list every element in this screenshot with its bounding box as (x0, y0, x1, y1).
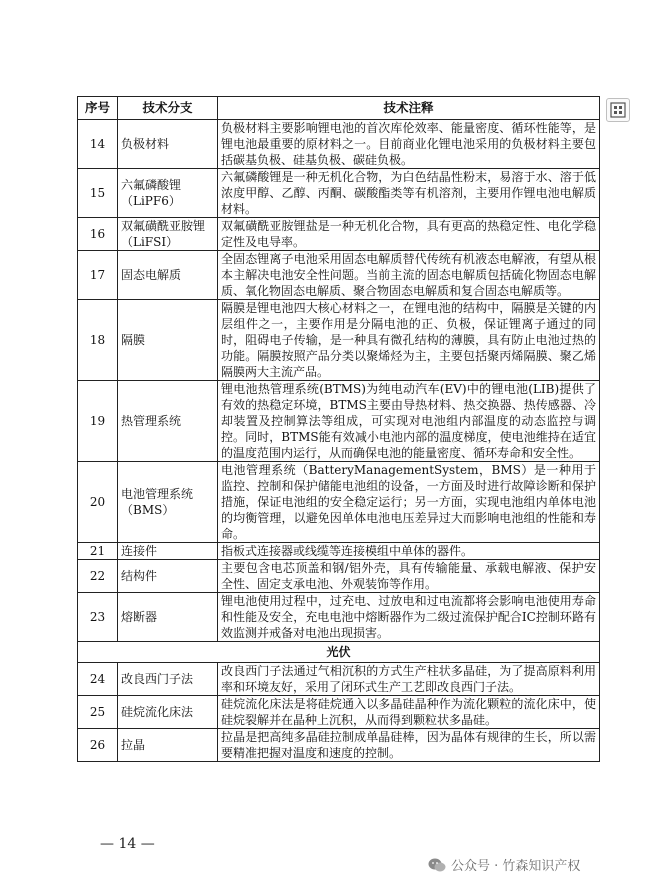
row-number: 22 (78, 560, 118, 593)
table-row (78, 560, 600, 593)
row-term: 拉晶 (118, 729, 218, 762)
table-row (78, 300, 600, 381)
row-description: 双氟磺酰亚胺锂盐是一种无机化合物，具有更高的热稳定性、电化学稳定性及电导率。 (218, 218, 600, 251)
scan-icon[interactable] (606, 98, 630, 122)
section-title: 光伏 (78, 642, 600, 663)
table-row (78, 543, 600, 560)
row-number: 18 (78, 300, 118, 381)
row-number: 14 (78, 120, 118, 169)
row-description: 指板式连接器或线缆等连接模组中单体的器件。 (218, 543, 600, 560)
table-row (78, 593, 600, 642)
table-row (78, 120, 600, 169)
row-term: 热管理系统 (118, 381, 218, 462)
table-row (78, 663, 600, 696)
row-description: 硅烷流化床法是将硅烷通入以多晶硅晶种作为流化颗粒的流化床中，使硅烷裂解并在晶种上沉积，从而得到颗粒状多晶硅。 (218, 696, 600, 729)
table-row (78, 251, 600, 300)
row-term: 熔断器 (118, 593, 218, 642)
header-term: 技术分支 (118, 97, 218, 120)
header-desc: 技术注释 (218, 97, 600, 120)
row-term: 隔膜 (118, 300, 218, 381)
row-description: 六氟磷酸锂是一种无机化合物，为白色结晶性粉末，易溶于水、溶于低浓度甲醇、乙醇、丙酮、碳酸酯类等有机溶剂，主要用作锂电池电解质材料。 (218, 169, 600, 218)
row-number: 23 (78, 593, 118, 642)
row-description: 负极材料主要影响锂电池的首次库伦效率、能量密度、循环性能等，是锂电池最重要的原材料之一。目前商业化锂电池采用的负极材料主要包括碳基负极、硅基负极、碳硅负极。 (218, 120, 600, 169)
table-row (78, 169, 600, 218)
row-term: 电池管理系统（BMS） (118, 462, 218, 543)
row-number: 16 (78, 218, 118, 251)
row-term: 负极材料 (118, 120, 218, 169)
row-term: 连接件 (118, 543, 218, 560)
row-term: 改良西门子法 (118, 663, 218, 696)
row-number: 21 (78, 543, 118, 560)
row-number: 24 (78, 663, 118, 696)
table-row (78, 462, 600, 543)
page-number: — 14 — (100, 836, 155, 852)
row-number: 20 (78, 462, 118, 543)
watermark (428, 855, 580, 874)
wechat-icon (428, 857, 446, 873)
table-row (78, 696, 600, 729)
row-description: 锂电池热管理系统(BTMS)为纯电动汽车(EV)中的锂电池(LIB)提供了有效的热稳定环境，BTMS主要由导热材料、热交换器、热传感器、冷却装置及控制算法等组成，可实现对电池组内部温度的动态监控与调控。同时，BTMS能有效减小电池内部的温度梯度，使电池维持在适宜的温度范围内运行，从而确保电池的能量密度、循环寿命和安全性。 (218, 381, 600, 462)
row-term: 结构件 (118, 560, 218, 593)
row-term: 硅烷流化床法 (118, 696, 218, 729)
row-term: 六氟磷酸锂（LiPF6） (118, 169, 218, 218)
row-number: 15 (78, 169, 118, 218)
row-description: 隔膜是锂电池四大核心材料之一，在锂电池的结构中，隔膜是关键的内层组件之一，主要作用是分隔电池的正、负极，保证锂离子通过的同时，阻碍电子传输，是一种具有微孔结构的薄膜，具有防止电池过热的功能。隔膜按照产品分类以聚烯烃为主，主要包括聚丙烯隔膜、聚乙烯隔膜两大主流产品。 (218, 300, 600, 381)
row-term: 双氟磺酰亚胺锂（LiFSI） (118, 218, 218, 251)
watermark-text: 公众号 · 竹森知识产权 (451, 859, 581, 874)
row-description: 锂电池使用过程中，过充电、过放电和过电流都将会影响电池使用寿命和性能及安全，充电电池中熔断器作为二级过流保护配合IC控制环路有效监测并戒备对电池出现损害。 (218, 593, 600, 642)
row-description: 主要包含电芯顶盖和钢/铝外壳，具有传输能量、承载电解液、保护安全性、固定支承电池、外观装饰等作用。 (218, 560, 600, 593)
table-header-row (78, 97, 600, 120)
table-row (78, 381, 600, 462)
header-no: 序号 (78, 97, 118, 120)
row-number: 19 (78, 381, 118, 462)
table-row (78, 218, 600, 251)
technical-terms-table (77, 96, 600, 762)
row-number: 25 (78, 696, 118, 729)
row-number: 17 (78, 251, 118, 300)
row-description: 全固态锂离子电池采用固态电解质替代传统有机液态电解液，有望从根本主解决电池安全性问题。当前主流的固态电解质包括硫化物固态电解质、氧化物固态电解质、聚合物固态电解质和复合固态电解质等。 (218, 251, 600, 300)
row-term: 固态电解质 (118, 251, 218, 300)
table-row (78, 729, 600, 762)
row-number: 26 (78, 729, 118, 762)
row-description: 电池管理系统（BatteryManagementSystem，BMS）是一种用于监控、控制和保护储能电池组的设备，一方面及时进行故障诊断和保护措施，保证电池组的安全稳定运行；另一方面，实现电池组内单体电池的均衡管理，以避免因单体电池电压差异过大而影响电池组的性能和寿命。 (218, 462, 600, 543)
row-description: 改良西门子法通过气相沉积的方式生产柱状多晶硅，为了提高原料利用率和环境友好，采用了闭环式生产工艺即改良西门子法。 (218, 663, 600, 696)
section-row-pv (78, 642, 600, 663)
row-description: 拉晶是把高纯多晶硅拉制成单晶硅棒，因为晶体有规律的生长，所以需要精准把握对温度和速度的控制。 (218, 729, 600, 762)
